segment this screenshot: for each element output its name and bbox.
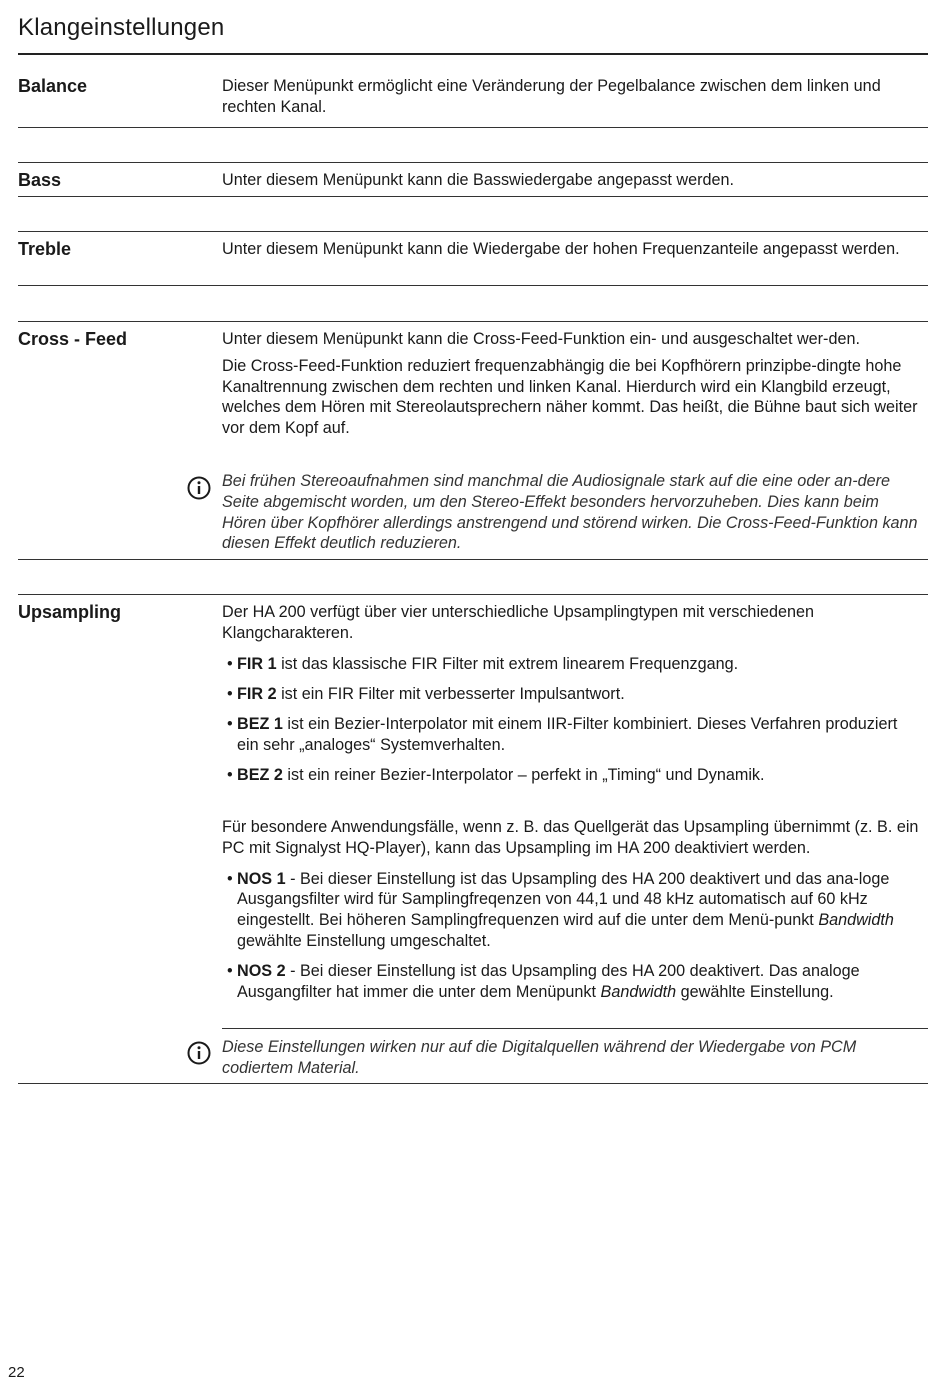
divider — [18, 231, 928, 232]
type-name: BEZ 1 — [237, 714, 283, 733]
nos2-text-a: - Bei dieser Einstellung ist das Upsampling des HA 200 deaktivert. Das analoge Ausgangfilter hat immer die unter dem Menüpunkt — [237, 962, 860, 1001]
list-item — [222, 961, 922, 1003]
divider — [222, 1028, 928, 1029]
divider — [18, 162, 928, 163]
term-crossfeed: Cross - Feed — [18, 329, 128, 349]
nos2-name: NOS 2 — [237, 962, 286, 981]
note-crossfeed-text: Bei frühen Stereoaufnahmen sind manchmal die Audiosignale stark auf die eine oder an-dere Seite abgemischt worden, um den Stereo-Effekt besonders hervorzuheben. Dies kann beim Hören über Kopfhörer allerdings anstrengend und störend wirken. Die Cross-Feed-Funktion kann diesen Effekt deutlich reduzieren. — [222, 472, 918, 553]
list-item — [222, 684, 922, 705]
page-title: Klangeinstellungen — [18, 14, 225, 41]
upsampling-types-list — [222, 654, 922, 786]
list-item — [222, 654, 922, 675]
info-icon — [187, 1041, 211, 1065]
note-upsampling-text: Diese Einstellungen wirken nur auf die Digitalquellen während der Wiedergabe von PCM codiertem Material. — [222, 1038, 857, 1077]
desc-crossfeed-p1: Unter diesem Menüpunkt kann die Cross-Feed-Funktion ein- und ausgeschaltet wer-den. — [222, 330, 860, 348]
desc-treble-text: Unter diesem Menüpunkt kann die Wiedergabe der hohen Frequenzanteile angepasst werden. — [222, 240, 900, 258]
nos1-name: NOS 1 — [237, 869, 286, 888]
desc-upsampling — [222, 602, 922, 795]
type-text: ist ein Bezier-Interpolator mit einem IIR-Filter kombiniert. Dieses Verfahren produziert ein sehr „analoges“ Systemverhalten. — [237, 714, 898, 754]
type-text: ist das klassische FIR Filter mit extrem linearem Frequenzgang. — [276, 654, 739, 673]
nos1-emph: Bandwidth — [818, 911, 894, 930]
term-bass: Bass — [18, 170, 62, 190]
note-upsampling — [222, 1037, 922, 1079]
divider — [18, 559, 928, 560]
nos1-text-a: - Bei dieser Einstellung ist das Upsampling des HA 200 deaktivert und das ana-loge Ausgangsfilter wird für Samplingfreqenzen von 44,1 und 48 kHz automatisch auf 60 kHz eingestellt. Bei höheren Samplingfrequenzen wird auf die unter dem Menü-punkt — [237, 869, 890, 930]
desc-crossfeed-p2: Die Cross-Feed-Funktion reduziert frequenzabhängig die bei Kopfhörern prinzipbe-dingte hohe Kanaltrennung zwischen dem rechten und linken Kanal. Hierdurch wird ein Klangbild erzeugt, welches dem Hören mit Stereolautsprechern näher kommt. Das heißt, die Bühne baut sich weiter vor dem Kopf auf. — [222, 356, 918, 438]
nos-list — [222, 869, 922, 1003]
type-name: FIR 2 — [237, 684, 277, 703]
nos1-text-b: gewählte Einstellung umgeschaltet. — [237, 931, 491, 950]
upsampling-special: Für besondere Anwendungsfälle, wenn z. B. das Quellgerät das Upsampling übernimmt (z. B. ein PC mit Signalyst HQ-Player), kann das Upsampling im HA 200 deaktiviert werden. — [222, 818, 919, 857]
desc-balance — [222, 76, 922, 118]
list-item — [222, 714, 922, 756]
page-number: 22 — [8, 1364, 25, 1381]
type-name: FIR 1 — [237, 654, 277, 673]
list-item — [222, 765, 922, 786]
divider — [18, 127, 928, 128]
desc-balance-text: Dieser Menüpunkt ermöglicht eine Veränderung der Pegelbalance zwischen dem linken und rechten Kanal. — [222, 77, 881, 116]
note-crossfeed — [222, 471, 922, 554]
nos2-emph: Bandwidth — [600, 982, 677, 1001]
term-treble: Treble — [18, 239, 72, 259]
term-upsampling: Upsampling — [18, 602, 122, 622]
desc-upsampling-special — [222, 817, 922, 1012]
desc-bass-text: Unter diesem Menüpunkt kann die Basswiedergabe angepasst werden. — [222, 171, 735, 189]
divider — [18, 594, 928, 595]
nos2-text-b: gewählte Einstellung. — [676, 982, 834, 1001]
term-balance: Balance — [18, 76, 88, 96]
desc-treble — [222, 239, 922, 260]
divider — [18, 321, 928, 322]
type-text: ist ein reiner Bezier-Interpolator – perfekt in „Timing“ und Dynamik. — [282, 765, 765, 784]
type-name: BEZ 2 — [237, 765, 283, 784]
divider — [18, 196, 928, 197]
info-icon — [187, 476, 211, 500]
desc-crossfeed — [222, 329, 922, 439]
desc-bass — [222, 170, 922, 191]
divider — [18, 285, 928, 286]
upsampling-intro: Der HA 200 verfügt über vier unterschiedliche Upsamplingtypen mit verschiedenen Klangcharakteren. — [222, 603, 815, 642]
divider — [18, 1083, 928, 1084]
list-item — [222, 869, 922, 952]
type-text: ist ein FIR Filter mit verbesserter Impulsantwort. — [276, 684, 625, 703]
title-rule — [18, 53, 928, 55]
